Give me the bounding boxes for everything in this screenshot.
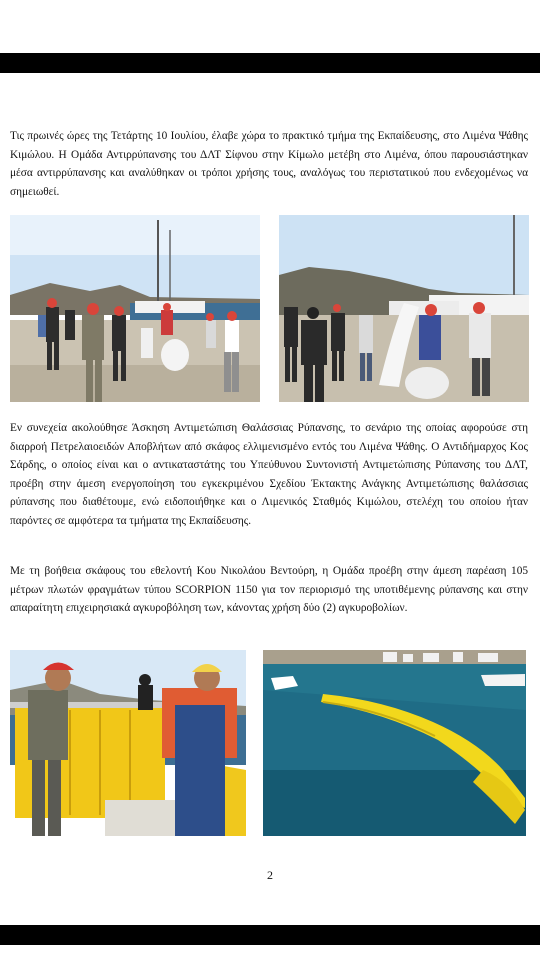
paragraph-training: Τις πρωινές ώρες της Τετάρτης 10 Ιουλίου, έλαβε χώρα το πρακτικό τμήμα της Εκπαίδευσης, στο Λιμένα Ψάθης Κιμώλου. Η Ομάδα Αντιρρύπανσης του ΔΛΤ Σίφνου στην Κίμωλο μετέβη στο Λιμένα, όπου παρουσιάστηκαν μέσα αντιρρύπανσης και αναλύθηκαν οι τρόποι χρήσης τους, αναλόγως του περιστατικού που ενδεχομένως να σημειωθεί. [10, 130, 528, 198]
photo-boom-on-boat [10, 650, 246, 836]
page-number: 2 [267, 868, 273, 882]
photo-team-on-quay [10, 215, 260, 402]
photo-boom-in-water [263, 650, 526, 836]
top-black-bar [0, 53, 540, 73]
bottom-black-bar [0, 925, 540, 945]
paragraph-exercise: Εν συνεχεία ακολούθησε Άσκηση Αντιμετώπιση Θαλάσσιας Ρύπανσης, το σενάριο της οποίας αφορούσε στη διαρροή Πετρελαιοειδών Αποβλήτων από σκάφος ελλιμενισμένο εντός του Λιμένα Ψάθης. Ο Αντιδήμαρχος Κος Σάρδης, ο οποίος είναι και ο αντικαταστάτης του Υπεύθυνου Συντονιστή Αντιμετώπισης Ρύπανσης του ΔΛΤ, προέβη στην άμεση ενεργοποίηση του εγκεκριμένου Σχεδίου Έκτακτης Ανάγκης Αντιμετώπισης θαλάσσιας ρύπανσης που διαθέτουμε, ενώ ειδοποιήθηκε και ο Λιμενικός Σταθμός Κιμώλου, στελέχη του οποίου ήταν παρόντες σε αμφότερα τα τμήματα της Εκπαίδευσης. [10, 422, 528, 527]
paragraph-boom-deployment: Με τη βοήθεια σκάφους του εθελοντή Κου Νικολάου Βεντούρη, η Ομάδα προέβη στην άμεση παρέαση 105 μέτρων πλωτών φραγμάτων τύπου SCORPION 1150 για τον περιορισμό της υποτιθέμενης ρύπανσης και στην απαραίτητη επιχειρησιακά αγκυροβόληση των, κάνοντας χρήση δύο (2) αγκυροβολίων. [10, 565, 528, 615]
photo-equipment-demonstration [279, 215, 529, 402]
